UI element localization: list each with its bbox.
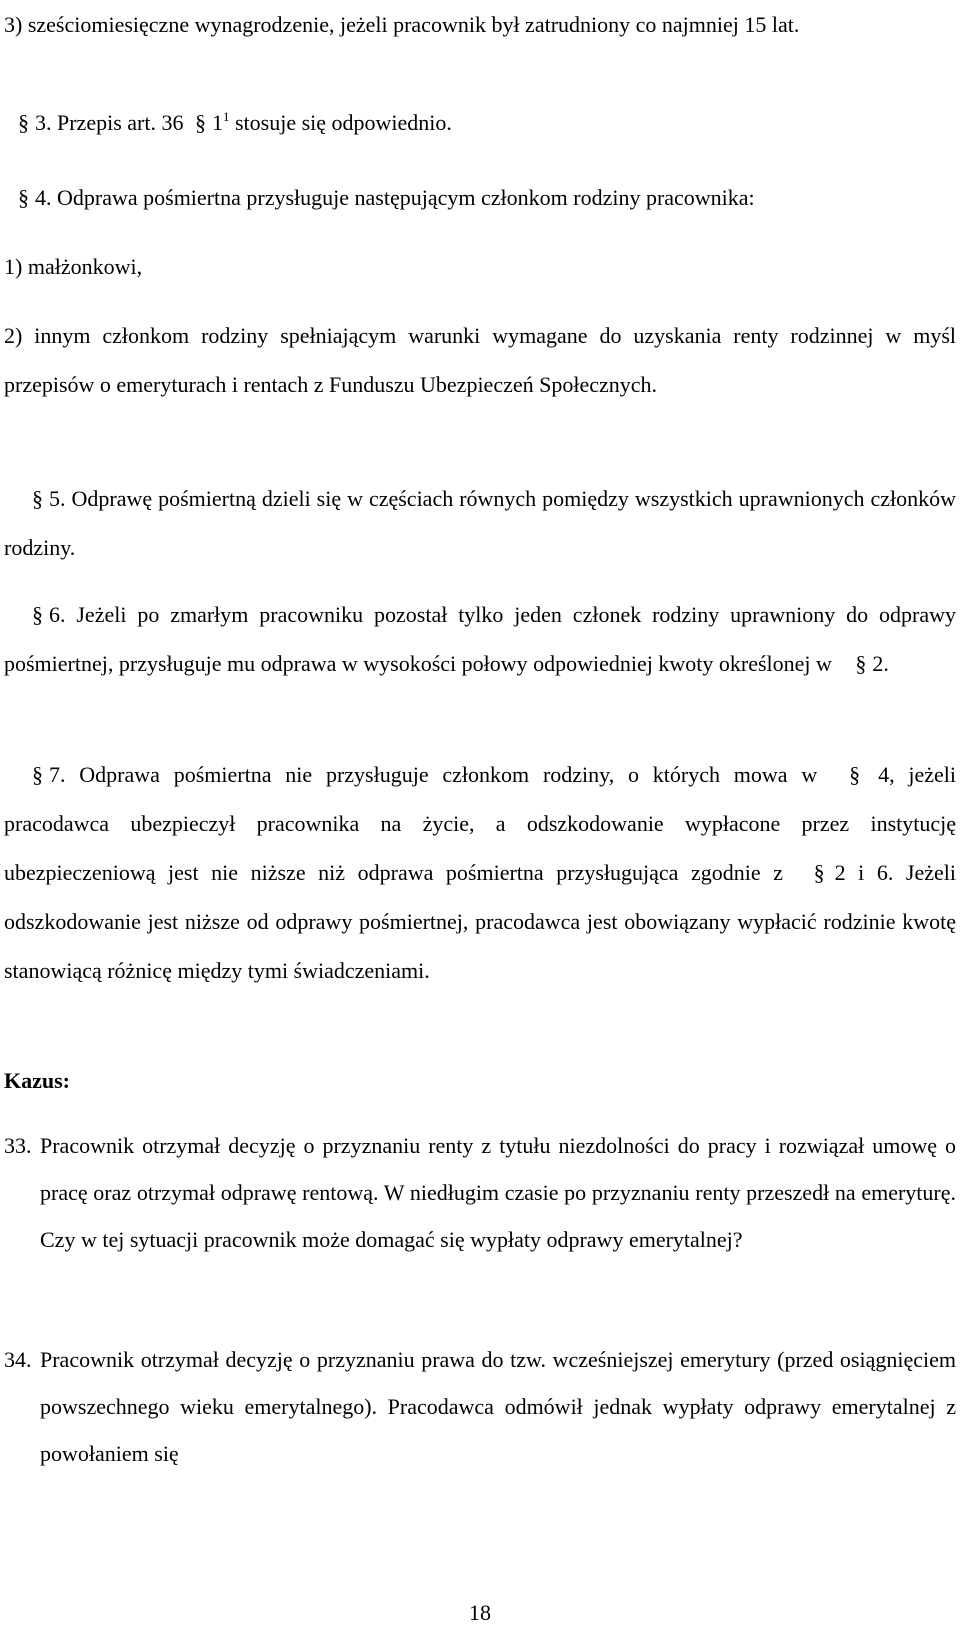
section-sign: § [32,602,43,627]
section-sign: § [855,651,867,676]
section-sign: § [32,486,43,511]
paragraph-text: 3. Przepis art. 36 [35,110,184,135]
case-number: 34. [4,1347,32,1372]
section-sign: § [194,110,206,135]
paragraph-sect3 [4,98,956,147]
paragraph-sect4-item2 [4,311,956,409]
paragraph-sect6 [4,590,956,688]
case-item [4,1336,956,1477]
section-sign: § [18,110,29,135]
paragraph-sect4-item1 [4,242,956,291]
section-sign: § [18,185,29,210]
list-item-text: 1) małżonkowi, [4,254,143,279]
section-sign: § [813,860,825,885]
paragraph-text: 5. Odprawę pośmiertną dzieli się w częściach równych pomiędzy wszystkich uprawnionych członków rodziny. [4,486,956,560]
article-ref-superscript: 1 [222,109,230,124]
section-sign: § [32,762,43,787]
paragraph-text: 7. Odprawa pośmiertna nie przysługuje członkom rodziny, o których mowa w [49,762,818,787]
paragraph-text: 4, jeżeli pracodawca ubezpieczył pracownika na życie, a odszkodowanie wypłacone przez instytucję ubezpieczeniową jest nie niższe niż odprawa pośmiertna przysługująca zgodnie z [4,762,956,885]
kazus-heading: Kazus: [4,1068,70,1093]
page-number: 18 [469,1600,491,1625]
paragraph-text: 2 i 6. Jeżeli odszkodowanie jest niższe od odprawy pośmiertnej, pracodawca jest obowiązany wypłacić rodzinie kwotę stanowiącą różnicę między tymi świadczeniami. [4,860,956,983]
case-number: 33. [4,1133,32,1158]
paragraph-sect4 [4,173,956,222]
article-ref: 1 [211,110,223,135]
case-item [4,1122,956,1263]
paragraph-text: 6. Jeżeli po zmarłym pracowniku pozostał tylko jeden członek rodziny uprawniony do odprawy pośmiertnej, przysługuje mu odprawa w wysokości połowy odpowiedniej kwoty określonej w [4,602,956,676]
paragraph-text: 3) sześciomiesięczne wynagrodzenie, jeżeli pracownik był zatrudniony co najmniej 15 lat. [4,12,800,37]
paragraph-text: 2. [872,651,889,676]
paragraph-sect5 [4,474,956,572]
paragraph-prev-item3 [4,0,956,49]
case-text: Pracownik otrzymał decyzję o przyznaniu prawa do tzw. wcześniejszej emerytury (przed osiągnięciem powszechnego wieku emerytalnego). Pracodawca odmówił jednak wypłaty odprawy emerytalnej z powołaniem się [40,1347,956,1466]
paragraph-text: 4. Odprawa pośmiertna przysługuje następującym członkom rodziny pracownika: [35,185,755,210]
section-sign: § [849,762,861,787]
case-text: Pracownik otrzymał decyzję o przyznaniu renty z tytułu niezdolności do pracy i rozwiązał umowę o pracę oraz otrzymał odprawę rentową. W niedługim czasie po przyznaniu renty przeszedł na emeryturę. Czy w tej sytuacji pracownik może domagać się wypłaty odprawy emerytalnej? [40,1133,956,1252]
paragraph-text: stosuje się odpowiednio. [234,110,452,135]
paragraph-sect7 [4,750,956,995]
list-item-text: 2) innym członkom rodziny spełniającym warunki wymagane do uzyskania renty rodzinnej w myśl przepisów o emeryturach i rentach z Funduszu Ubezpieczeń Społecznych. [4,323,956,397]
